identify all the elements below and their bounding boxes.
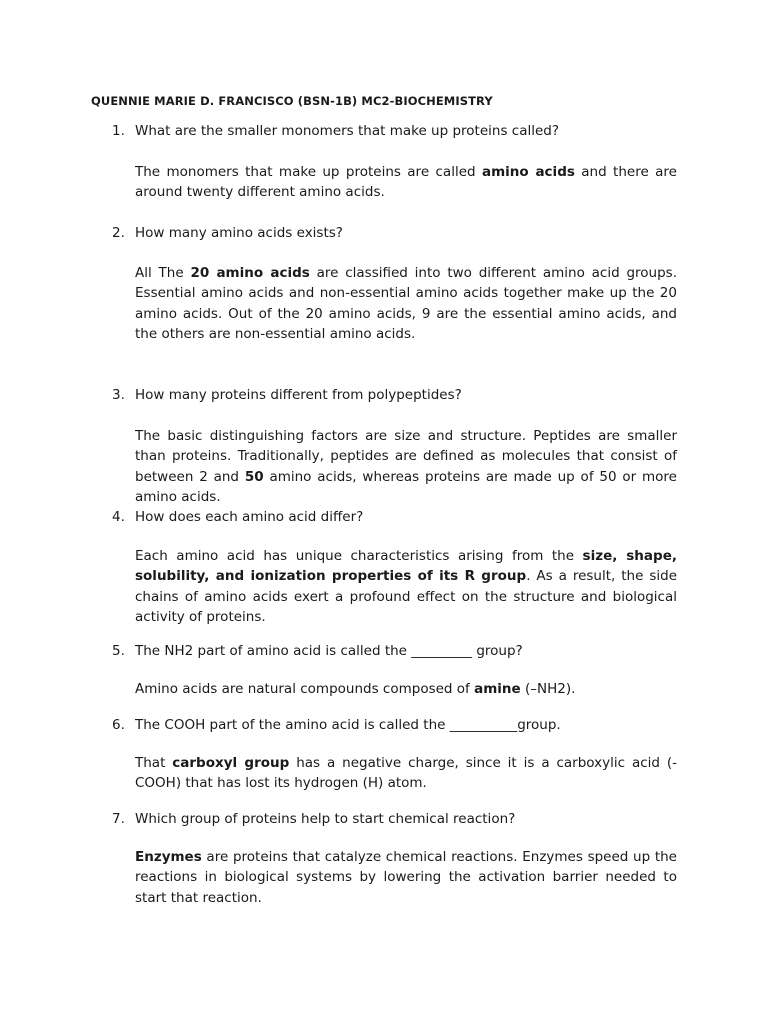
- answer-text: and there are around twenty different amino acids.: [135, 164, 677, 201]
- question-text: The COOH part of the amino acid is called the __________group.: [135, 717, 561, 733]
- answer-emphasis: amino acids: [481, 164, 575, 180]
- answer-7: [135, 847, 677, 908]
- question-number: 7.: [112, 811, 125, 827]
- answer-5: [135, 679, 677, 699]
- answer-text: are proteins that catalyze chemical reactions. Enzymes speed up the reactions in biological systems by lowering the activation barrier needed to start that reaction.: [135, 849, 677, 906]
- question-5: [112, 641, 678, 661]
- question-2: [112, 223, 678, 243]
- question-number: 1.: [112, 123, 125, 139]
- answer-2: [135, 263, 677, 344]
- answer-emphasis: carboxyl group: [172, 755, 290, 771]
- question-number: 3.: [112, 387, 125, 403]
- question-text: The NH2 part of amino acid is called the _________ group?: [135, 643, 523, 659]
- question-4: [112, 507, 678, 527]
- answer-text: The basic distinguishing factors are size and structure. Peptides are smaller than proteins. Traditionally, peptides are defined as molecules that consist of between 2 and: [135, 428, 677, 485]
- question-number: 6.: [112, 717, 125, 733]
- question-1: [112, 121, 678, 141]
- answer-text: . As a result, the side chains of amino acids exert a profound effect on the structure and biological activity of proteins.: [135, 568, 677, 625]
- answer-text: That: [135, 755, 173, 771]
- answer-text: are classified into two different amino acid groups. Essential amino acids and non-essential amino acids together make up the 20 amino acids. Out of the 20 amino acids, 9 are the essential amino acids, and the others are non-essential amino acids.: [135, 265, 677, 342]
- question-text: How does each amino acid differ?: [135, 509, 364, 525]
- answer-text: The monomers that make up proteins are called: [135, 164, 482, 180]
- answer-text: All The: [135, 265, 191, 281]
- answer-emphasis: Enzymes: [135, 849, 202, 865]
- question-6: [112, 715, 678, 735]
- question-text: What are the smaller monomers that make up proteins called?: [135, 123, 560, 139]
- answer-text: Each amino acid has unique characteristics arising from the: [135, 548, 583, 564]
- question-text: How many proteins different from polypeptides?: [135, 387, 462, 403]
- question-3: [112, 385, 678, 405]
- question-text: Which group of proteins help to start chemical reaction?: [135, 811, 516, 827]
- question-number: 2.: [112, 225, 125, 241]
- document-header: QUENNIE MARIE D. FRANCISCO (BSN-1B) MC2-BIOCHEMISTRY: [91, 94, 493, 108]
- answer-3: [135, 426, 677, 507]
- question-text: How many amino acids exists?: [135, 225, 343, 241]
- answer-emphasis: 50: [244, 468, 264, 485]
- answer-text: amino acids, whereas proteins are made up of 50 or more amino acids.: [135, 468, 677, 505]
- answer-emphasis: amine: [474, 681, 521, 697]
- answer-1: [135, 162, 677, 203]
- answer-emphasis: 20 amino acids: [190, 265, 310, 281]
- answer-text: (–NH2).: [520, 681, 576, 697]
- answer-emphasis: size, shape, solubility, and ionization properties of its R group: [135, 548, 677, 585]
- answer-text: Amino acids are natural compounds composed of: [135, 681, 475, 697]
- question-number: 5.: [112, 643, 125, 659]
- answer-6: [135, 753, 677, 794]
- answer-text: has a negative charge, since it is a carboxylic acid (-COOH) that has lost its hydrogen (H) atom.: [135, 755, 677, 792]
- answer-4: [135, 546, 677, 627]
- question-7: [112, 809, 678, 829]
- question-number: 4.: [112, 509, 125, 525]
